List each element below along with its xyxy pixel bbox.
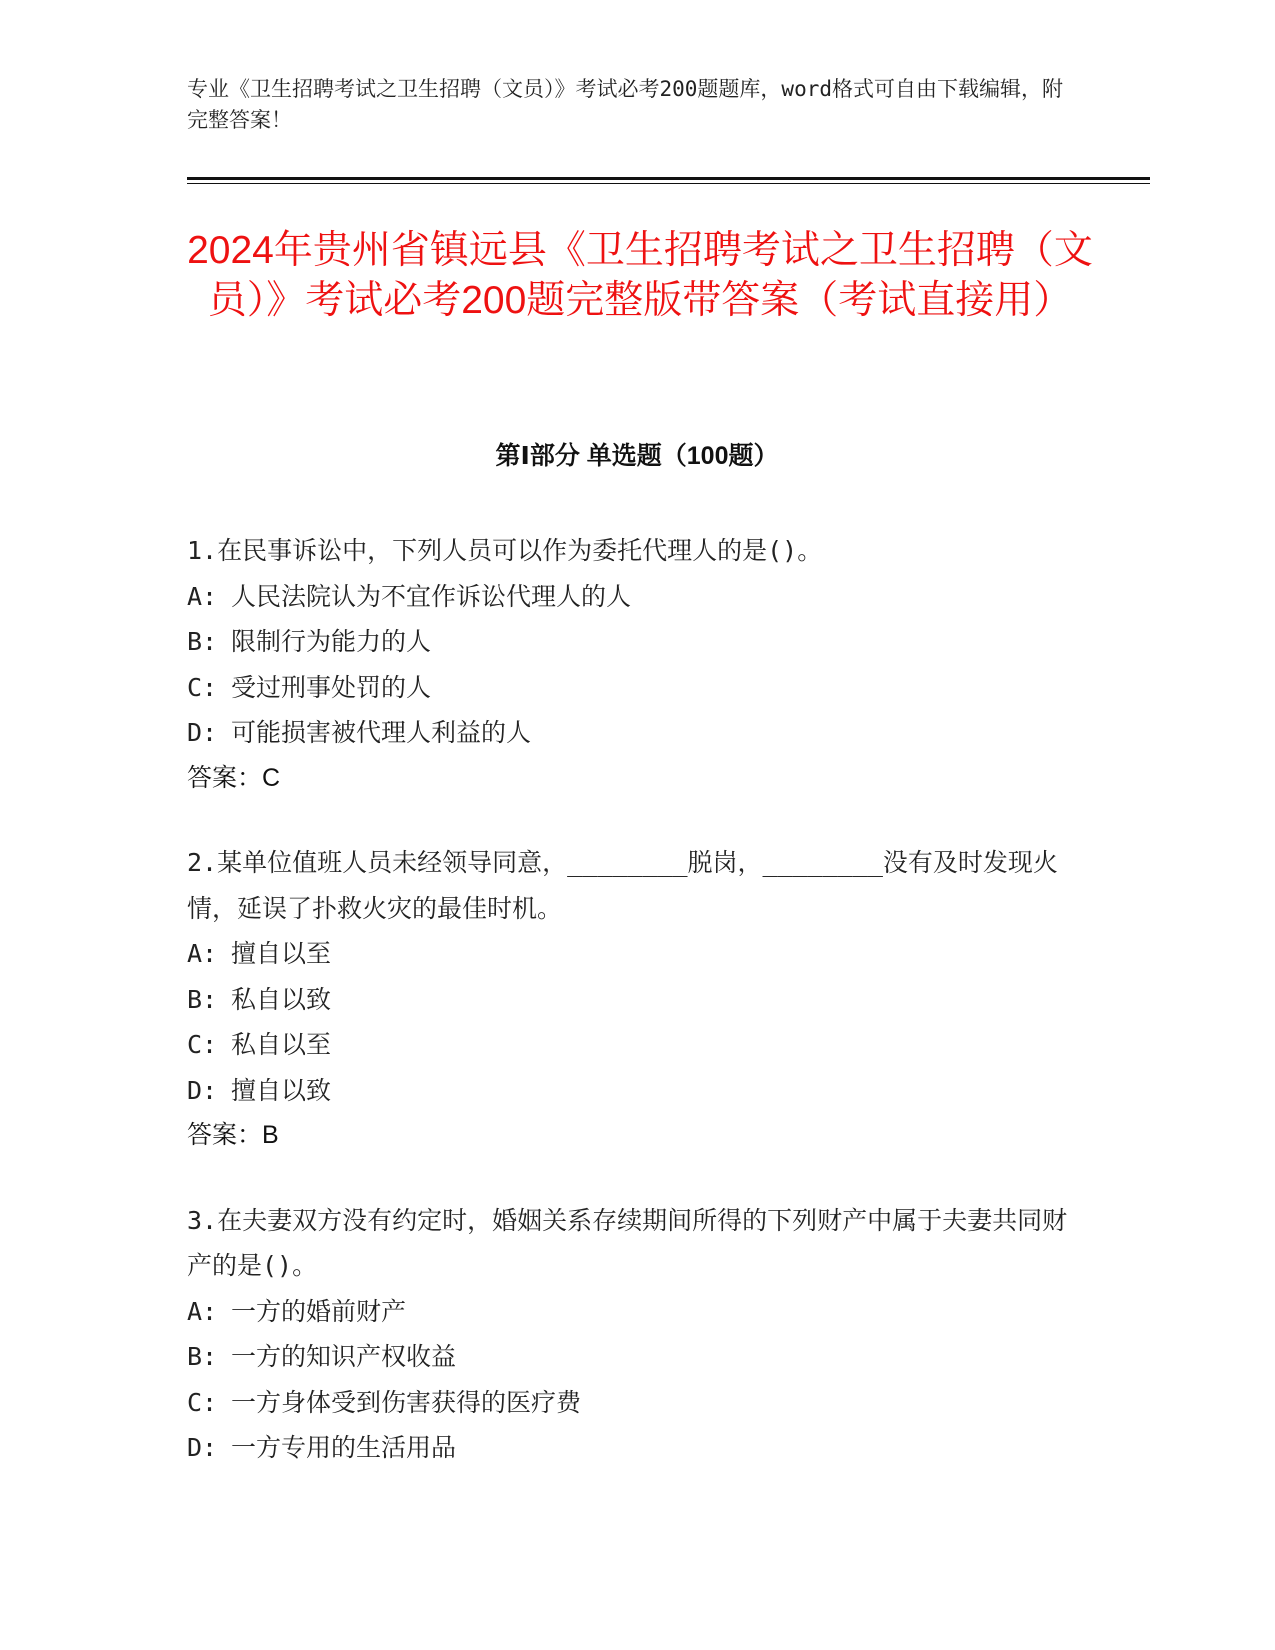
option-c bbox=[187, 1380, 1087, 1426]
option-text: 可能损害被代理人利益的人 bbox=[231, 718, 532, 747]
option-text: 一方专用的生活用品 bbox=[231, 1433, 457, 1462]
option-b bbox=[187, 977, 1087, 1023]
option-letter: C: bbox=[187, 1387, 218, 1417]
question-list bbox=[187, 528, 1087, 1510]
option-letter: B: bbox=[187, 1342, 218, 1371]
question-3 bbox=[187, 1198, 1087, 1471]
question-1 bbox=[187, 528, 1087, 801]
option-letter: C: bbox=[187, 1030, 218, 1059]
section-heading: 第Ⅰ部分 单选题（100题） bbox=[495, 442, 779, 470]
header-note: 专业《卫生招聘考试之卫生招聘（文员）》考试必考200题题库，word格式可自由下载编辑，附完整答案！ bbox=[187, 77, 1063, 132]
question-stem: 1.在民事诉讼中，下列人员可以作为委托代理人的是()。 bbox=[187, 536, 823, 565]
option-c bbox=[187, 665, 1087, 711]
option-text: 一方的婚前财产 bbox=[231, 1296, 407, 1326]
option-letter: A: bbox=[187, 581, 218, 611]
answer-line: 答案：B bbox=[187, 1121, 279, 1149]
question-stem: 2.某单位值班人员未经领导同意，________脱岗，________没有及时发现火情，延误了扑救火灾的最佳时机。 bbox=[187, 848, 1058, 923]
option-text: 一方身体受到伤害获得的医疗费 bbox=[231, 1387, 582, 1417]
option-text: 一方的知识产权收益 bbox=[231, 1342, 457, 1371]
option-b bbox=[187, 619, 1087, 665]
option-text: 限制行为能力的人 bbox=[231, 627, 432, 656]
option-c bbox=[187, 1022, 1087, 1068]
answer-line: 答案：C bbox=[187, 763, 281, 792]
option-text: 私自以致 bbox=[231, 984, 332, 1014]
option-letter: C: bbox=[187, 672, 218, 702]
question-stem: 3.在夫妻双方没有约定时，婚姻关系存续期间所得的下列财产中属于夫妻共同财产的是()。 bbox=[187, 1205, 1068, 1280]
option-d bbox=[187, 710, 1087, 756]
header-divider-thick bbox=[187, 177, 1150, 180]
option-text: 私自以至 bbox=[231, 1030, 332, 1059]
option-letter: A: bbox=[187, 939, 218, 968]
option-text: 人民法院认为不宜作诉讼代理人的人 bbox=[231, 581, 632, 611]
option-d bbox=[187, 1425, 1087, 1471]
option-b bbox=[187, 1334, 1087, 1380]
option-letter: B: bbox=[187, 984, 218, 1014]
option-text: 擅自以致 bbox=[231, 1075, 332, 1105]
option-letter: D: bbox=[187, 718, 218, 747]
option-a bbox=[187, 574, 1087, 620]
option-text: 擅自以至 bbox=[231, 939, 332, 968]
option-a bbox=[187, 1289, 1087, 1335]
option-d bbox=[187, 1068, 1087, 1114]
option-letter: B: bbox=[187, 627, 218, 656]
option-text: 受过刑事处罚的人 bbox=[231, 672, 432, 702]
document-title: 2024年贵州省镇远县《卫生招聘考试之卫生招聘（文员）》考试必考200题完整版带答案（考试直接用） bbox=[187, 229, 1093, 322]
option-letter: D: bbox=[187, 1075, 218, 1105]
option-letter: A: bbox=[187, 1296, 218, 1326]
header-divider-thin bbox=[187, 183, 1150, 184]
question-2 bbox=[187, 840, 1087, 1159]
option-letter: D: bbox=[187, 1433, 218, 1462]
option-a bbox=[187, 931, 1087, 977]
